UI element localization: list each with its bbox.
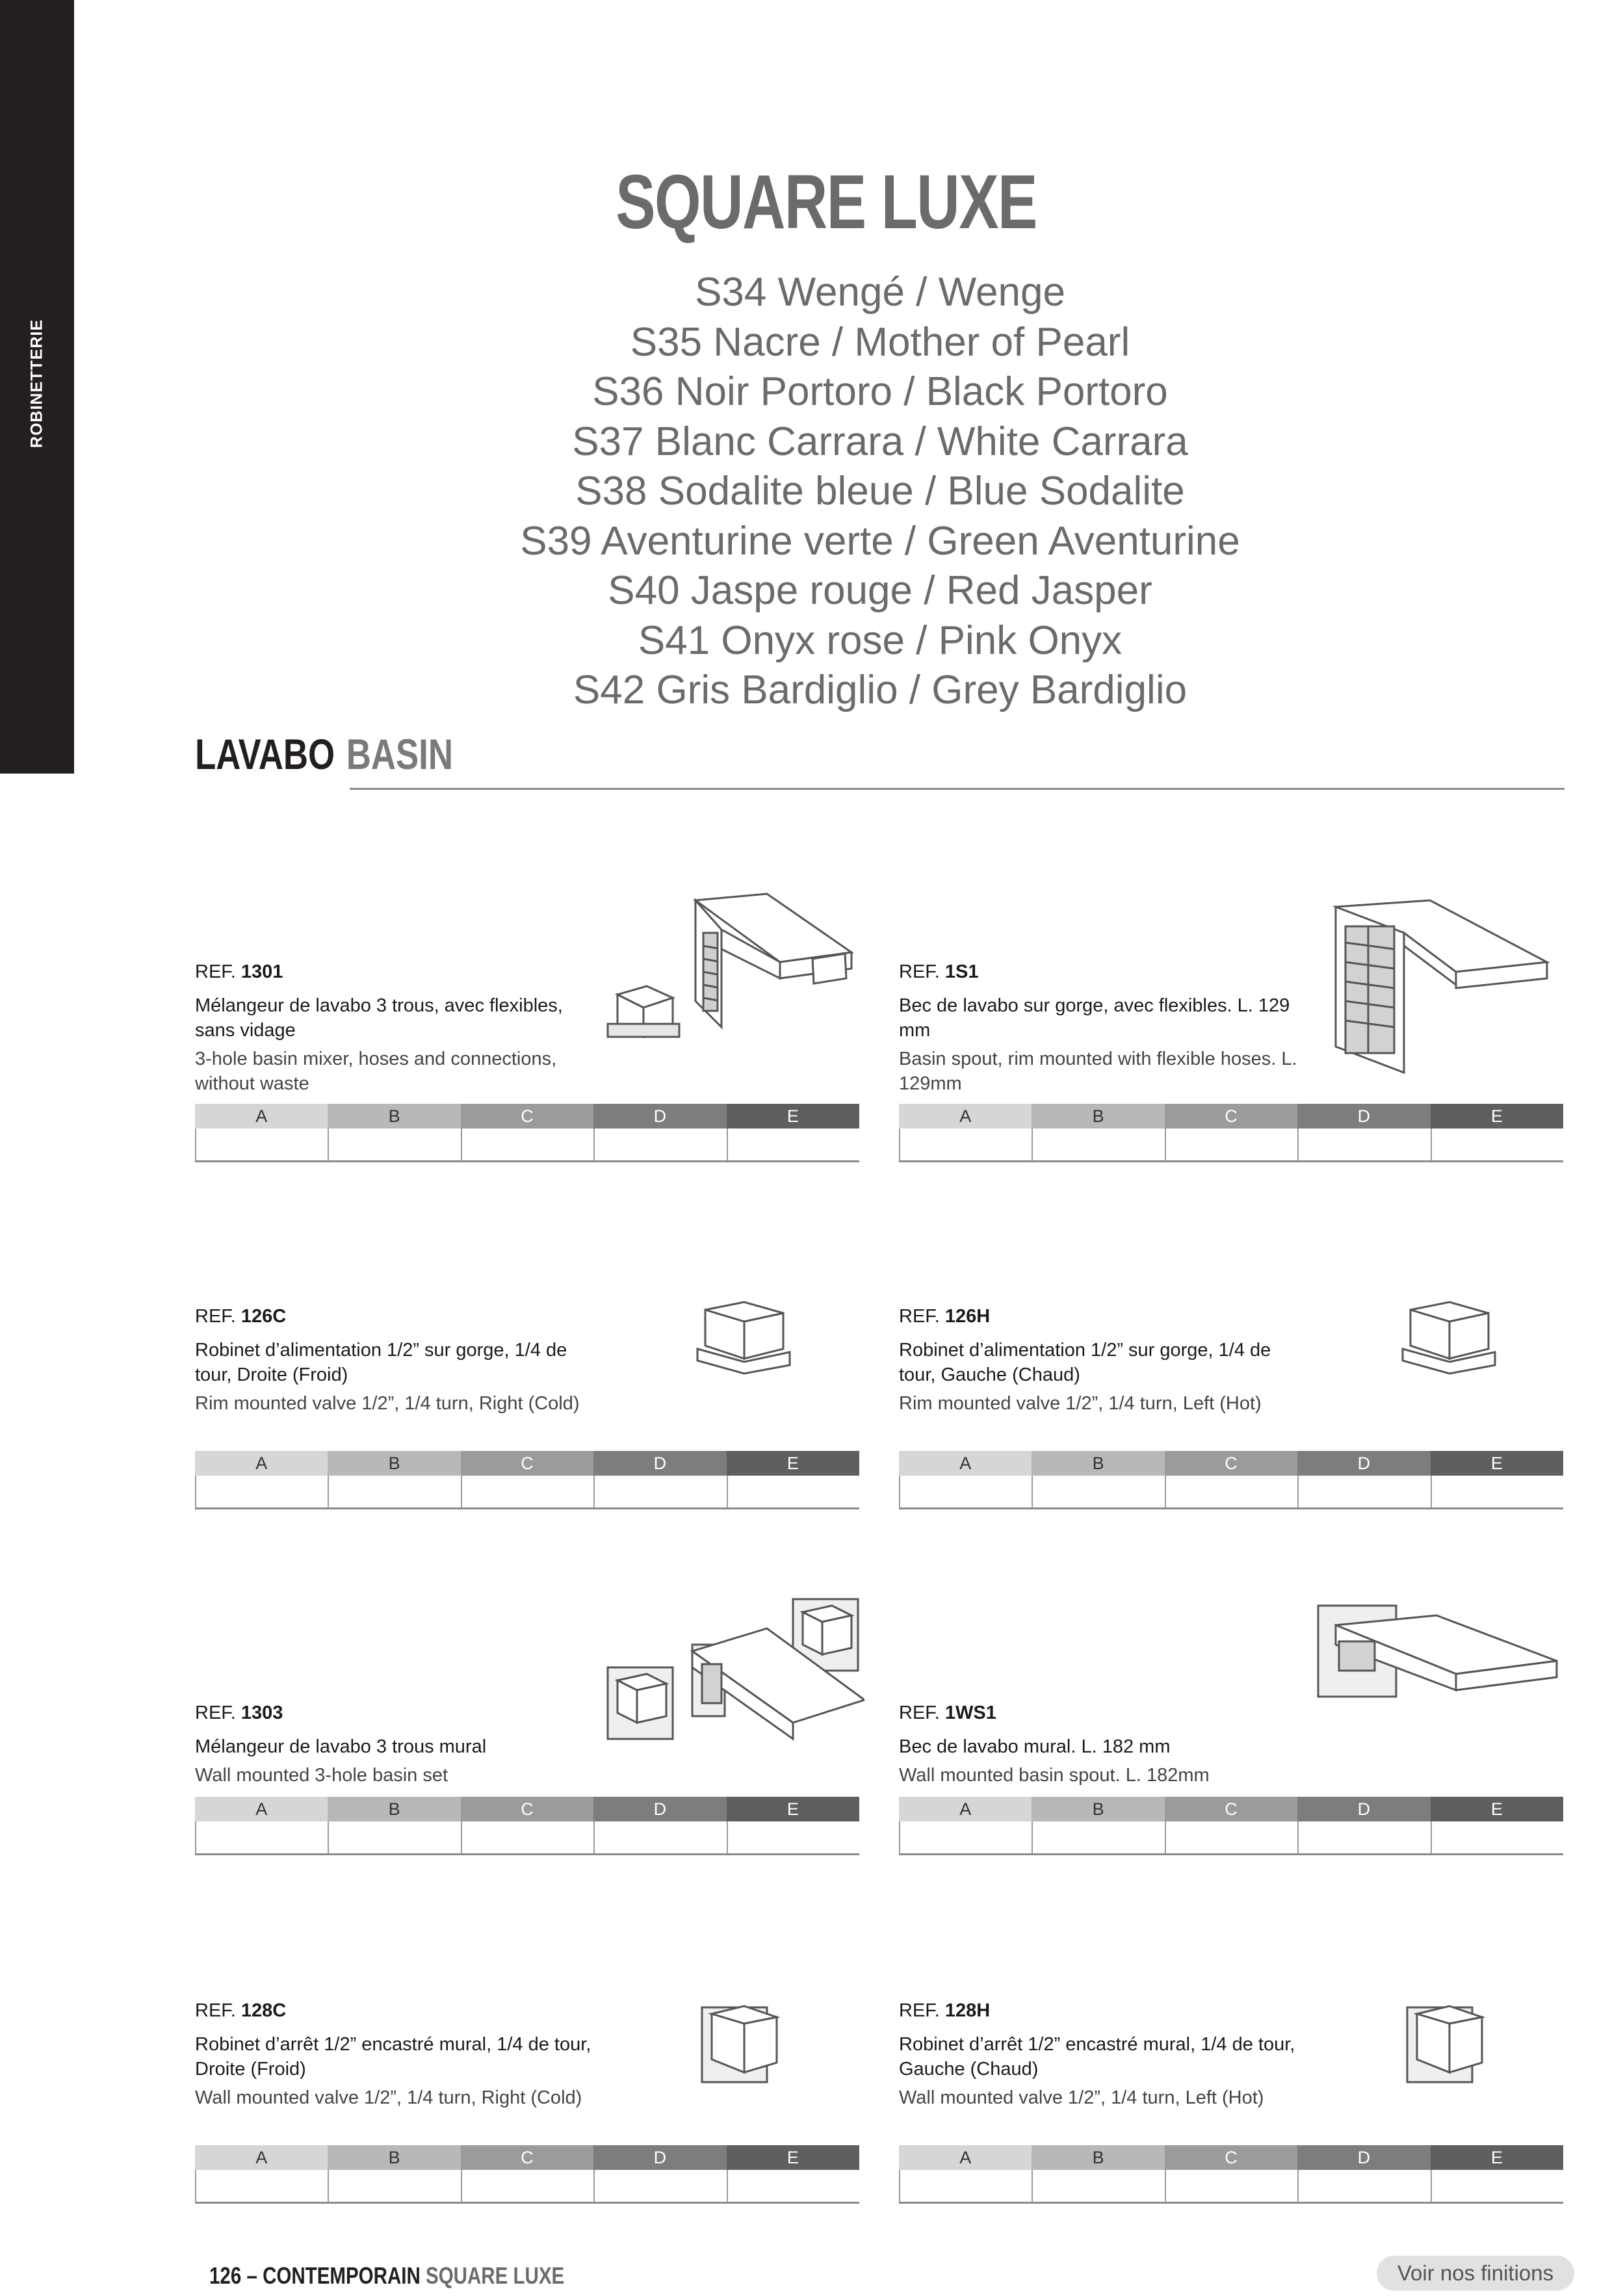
finish-item: S42 Gris Bardiglio / Grey Bardiglio: [573, 668, 1188, 712]
ref-number: 128H: [944, 2000, 991, 2021]
product-description-fr: Bec de lavabo sur gorge, avec flexibles. L. 129 mm: [899, 995, 1290, 1041]
finish-table-128C: [195, 2145, 859, 2204]
finishes-list: [74, 268, 1623, 716]
finish-table-128H: [899, 2145, 1563, 2204]
finish-col-c: C: [461, 2145, 593, 2170]
rim-valve-icon: [692, 1297, 796, 1375]
view-finishes-button[interactable]: Voir nos finitions: [1377, 2256, 1574, 2291]
section-heading-en: BASIN: [346, 730, 453, 778]
finish-item: S34 Wengé / Wenge: [695, 270, 1065, 315]
finish-col-c: C: [461, 1104, 593, 1128]
finish-col-b: B: [328, 1797, 460, 1821]
finish-col-b: B: [1032, 1104, 1164, 1128]
footer-collection: SQUARE LUXE: [426, 2262, 565, 2289]
wall-valve-icon: [699, 1994, 783, 2085]
side-tab-label: ROBINETTERIE: [27, 319, 46, 449]
finish-col-d: D: [593, 1797, 726, 1821]
finish-col-c: C: [1165, 1797, 1297, 1821]
product-description-en: Wall mounted valve 1/2”, 1/4 turn, Right (Cold): [195, 2087, 582, 2108]
finish-col-e: E: [1431, 1451, 1563, 1476]
finish-col-a: A: [899, 2145, 1032, 2170]
product-description-en: Basin spout, rim mounted with flexible hoses. L. 129mm: [899, 1049, 1297, 1094]
finish-col-d: D: [1297, 1797, 1430, 1821]
product-description-en: Wall mounted basin spout. L. 182mm: [899, 1765, 1210, 1786]
finish-col-b: B: [328, 1451, 460, 1476]
finish-item: S38 Sodalite bleue / Blue Sodalite: [575, 469, 1185, 514]
ref-prefix: REF.: [195, 1702, 236, 1723]
finish-item: S36 Noir Portoro / Black Portoro: [592, 369, 1168, 414]
ref-prefix: REF.: [899, 1306, 940, 1327]
finish-item: S39 Aventurine verte / Green Aventurine: [520, 518, 1240, 564]
finish-table-126H: [899, 1451, 1563, 1509]
finish-col-e: E: [1431, 1797, 1563, 1821]
finish-col-a: A: [899, 1451, 1032, 1476]
wall-valve-icon: [1404, 1994, 1488, 2085]
three-hole-mixer-icon: [604, 868, 864, 1082]
wall-spout-icon: [1313, 1599, 1560, 1703]
finish-table-1301: [195, 1104, 859, 1162]
finish-col-e: E: [727, 1451, 859, 1476]
finish-col-c: C: [1165, 2145, 1297, 2170]
page-footer: [209, 2262, 564, 2289]
ref-number: 1301: [240, 961, 283, 982]
finish-item: S35 Nacre / Mother of Pearl: [630, 319, 1130, 365]
finish-col-d: D: [593, 2145, 726, 2170]
ref-number: 1S1: [944, 961, 979, 982]
product-description-en: Wall mounted 3-hole basin set: [195, 1765, 448, 1786]
finish-col-d: D: [593, 1451, 726, 1476]
product-description-en: Rim mounted valve 1/2”, 1/4 turn, Right (Cold): [195, 1393, 580, 1414]
section-heading-fr: LAVABO: [195, 730, 335, 778]
finish-item: S41 Onyx rose / Pink Onyx: [638, 618, 1123, 663]
product-description-fr: Robinet d’alimentation 1/2” sur gorge, 1/4 de tour, Gauche (Chaud): [899, 1340, 1271, 1385]
finish-col-c: C: [1165, 1104, 1297, 1128]
finish-col-c: C: [461, 1797, 593, 1821]
finish-col-a: A: [899, 1104, 1032, 1128]
ref-prefix: REF.: [195, 961, 236, 982]
wall-basin-set-icon: [604, 1593, 864, 1742]
footer-page-label: 126 – CONTEMPORAIN: [209, 2262, 421, 2289]
ref-prefix: REF.: [899, 1702, 940, 1723]
finish-col-e: E: [727, 2145, 859, 2170]
finish-col-d: D: [1297, 2145, 1430, 2170]
finish-col-d: D: [1297, 1104, 1430, 1128]
ref-number: 1WS1: [944, 1702, 996, 1723]
finish-col-a: A: [195, 1797, 328, 1821]
product-description-fr: Mélangeur de lavabo 3 trous, avec flexibles, sans vidage: [195, 995, 563, 1041]
ref-prefix: REF.: [899, 2000, 940, 2021]
finish-col-b: B: [328, 2145, 460, 2170]
finish-col-e: E: [1431, 2145, 1563, 2170]
rim-valve-icon: [1397, 1297, 1501, 1375]
ref-prefix: REF.: [195, 2000, 236, 2021]
finish-col-e: E: [727, 1797, 859, 1821]
finish-col-b: B: [1032, 2145, 1164, 2170]
finish-col-d: D: [593, 1104, 726, 1128]
finish-table-1303: [195, 1797, 859, 1855]
ref-prefix: REF.: [195, 1306, 236, 1327]
product-description-fr: Mélangeur de lavabo 3 trous mural: [195, 1736, 487, 1757]
finish-table-1S1: [899, 1104, 1563, 1162]
finish-col-b: B: [1032, 1451, 1164, 1476]
ref-number: 126C: [240, 1306, 287, 1327]
ref-prefix: REF.: [899, 961, 940, 982]
finish-item: S40 Jaspe rouge / Red Jasper: [608, 568, 1152, 613]
side-tab: [0, 0, 74, 774]
finish-col-b: B: [328, 1104, 460, 1128]
finish-col-a: A: [195, 1104, 328, 1128]
section-heading: [195, 729, 453, 779]
product-description-fr: Robinet d’arrêt 1/2” encastré mural, 1/4 de tour, Gauche (Chaud): [899, 2034, 1295, 2080]
product-description-en: Wall mounted valve 1/2”, 1/4 turn, Left (Hot): [899, 2087, 1264, 2108]
finish-col-d: D: [1297, 1451, 1430, 1476]
finish-col-b: B: [1032, 1797, 1164, 1821]
basin-spout-icon: [1326, 881, 1553, 1076]
product-description-fr: Bec de lavabo mural. L. 182 mm: [899, 1736, 1171, 1757]
finish-table-1WS1: [899, 1797, 1563, 1855]
finish-col-c: C: [1165, 1451, 1297, 1476]
product-description-fr: Robinet d’alimentation 1/2” sur gorge, 1/4 de tour, Droite (Froid): [195, 1340, 567, 1385]
ref-number: 1303: [240, 1702, 283, 1723]
ref-number: 126H: [944, 1306, 991, 1327]
finish-col-a: A: [899, 1797, 1032, 1821]
product-description-fr: Robinet d’arrêt 1/2” encastré mural, 1/4 de tour, Droite (Froid): [195, 2034, 591, 2080]
finish-col-a: A: [195, 2145, 328, 2170]
product-description-en: Rim mounted valve 1/2”, 1/4 turn, Left (Hot): [899, 1393, 1262, 1414]
page-title: SQUARE LUXE: [616, 159, 1037, 245]
finish-col-c: C: [461, 1451, 593, 1476]
ref-number: 128C: [240, 2000, 287, 2021]
finish-col-e: E: [1431, 1104, 1563, 1128]
finish-table-126C: [195, 1451, 859, 1509]
finish-item: S37 Blanc Carrara / White Carrara: [572, 419, 1188, 464]
finish-col-a: A: [195, 1451, 328, 1476]
section-divider: [350, 788, 1565, 790]
product-1WS1: [899, 1701, 1562, 1788]
product-description-en: 3-hole basin mixer, hoses and connections, without waste: [195, 1049, 557, 1094]
finish-col-e: E: [727, 1104, 859, 1128]
